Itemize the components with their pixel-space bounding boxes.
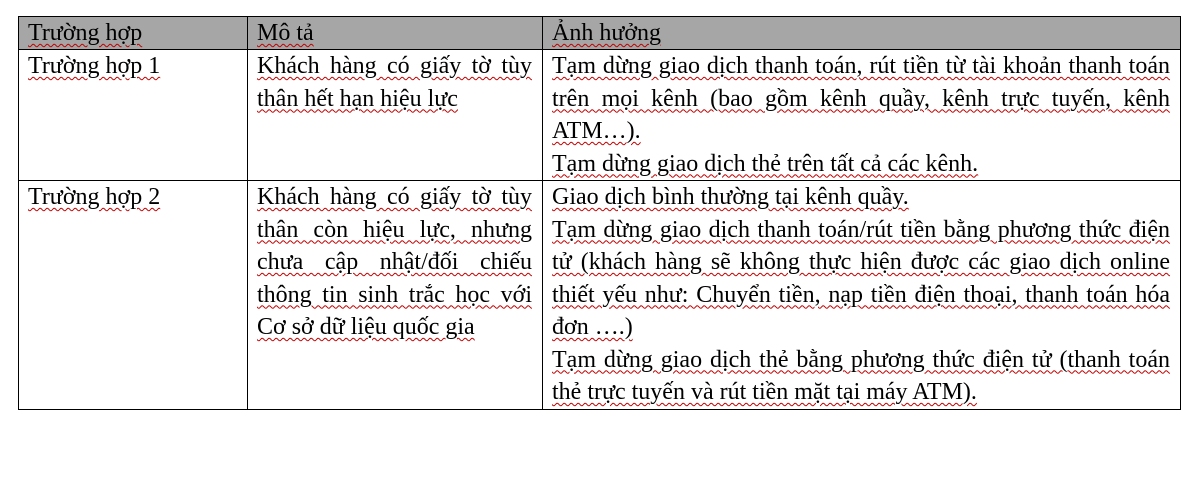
table-row xyxy=(19,50,1181,181)
table-row xyxy=(19,181,1181,410)
case-cell: Trường hợp 2 xyxy=(19,181,248,410)
description-cell: Khách hàng có giấy tờ tùy thân hết hạn hiệu lực xyxy=(248,50,543,181)
header-description: Mô tả xyxy=(248,17,543,50)
effect-line: Tạm dừng giao dịch thẻ bằng phương thức điện tử (thanh toán thẻ trực tuyến và rút tiền mặt tại máy ATM). xyxy=(552,346,1170,405)
header-case: Trường hợp xyxy=(19,17,248,50)
effect-cell xyxy=(543,181,1181,410)
case-cell: Trường hợp 1 xyxy=(19,50,248,181)
table-header xyxy=(19,17,1181,50)
info-table xyxy=(18,16,1181,410)
description-cell: Khách hàng có giấy tờ tùy thân còn hiệu lực, nhưng chưa cập nhật/đối chiếu thông tin sinh trắc học với Cơ sở dữ liệu quốc gia xyxy=(248,181,543,410)
effect-cell xyxy=(543,50,1181,181)
header-effect: Ảnh hưởng xyxy=(543,17,1181,50)
effect-line: Tạm dừng giao dịch thẻ trên tất cả các kênh. xyxy=(552,150,979,177)
header-row xyxy=(19,17,1181,50)
effect-line: Tạm dừng giao dịch thanh toán/rút tiền bằng phương thức điện tử (khách hàng sẽ không thực hiện được các giao dịch online thiết yếu như: Chuyển tiền, nạp tiền điện thoại, thanh toán hóa đơn ….) xyxy=(552,216,1170,340)
effect-line: Giao dịch bình thường tại kênh quầy. xyxy=(552,184,909,210)
effect-line: Tạm dừng giao dịch thanh toán, rút tiền từ tài khoản thanh toán trên mọi kênh (bao gồm kênh quầy, kênh trực tuyến, kênh ATM…). xyxy=(552,53,1170,144)
